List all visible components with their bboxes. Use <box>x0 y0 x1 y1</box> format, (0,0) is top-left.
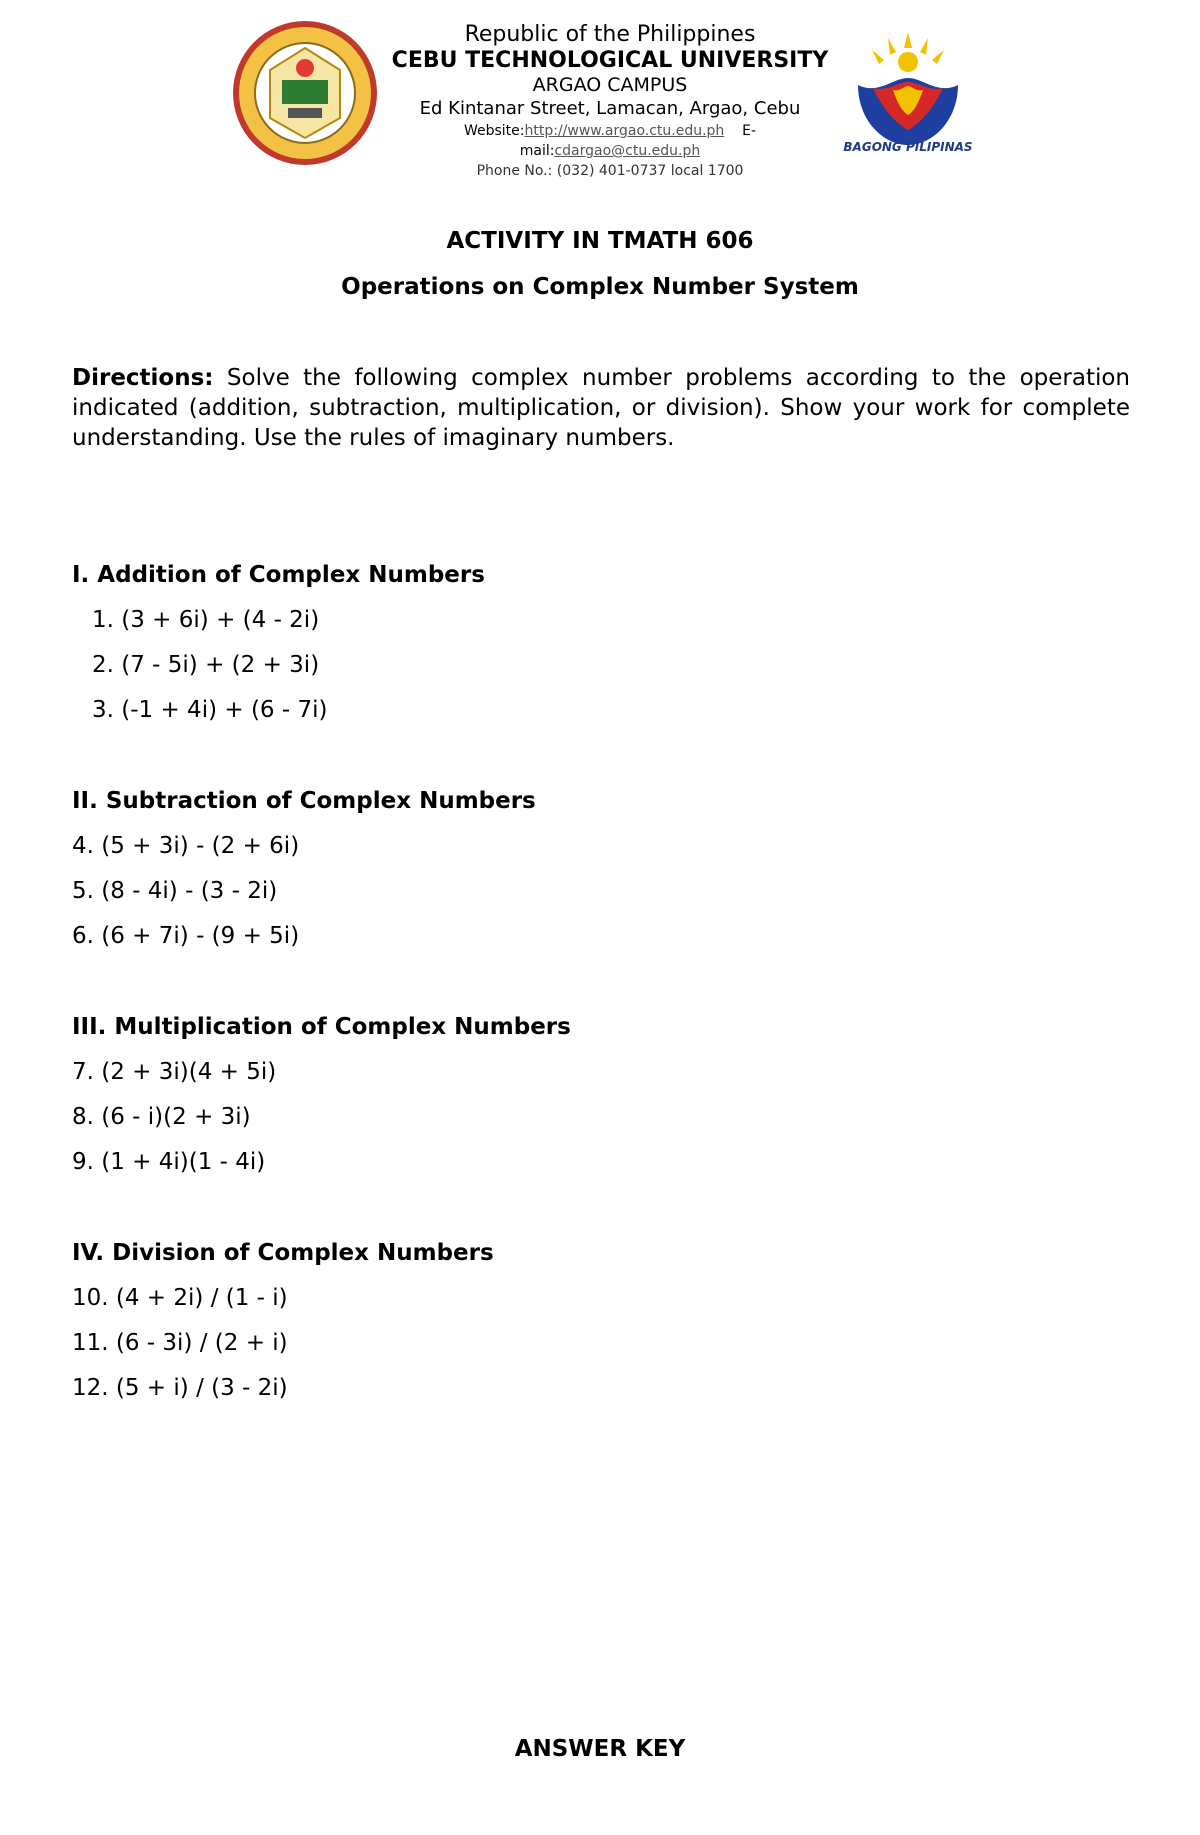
section-division <box>72 1238 1132 1403</box>
page-subtitle: Operations on Complex Number System <box>341 274 859 300</box>
page-title: ACTIVITY IN TMATH 606 <box>446 228 754 254</box>
problem-list <box>72 1057 1132 1177</box>
bagong-pilipinas-text: BAGONG PILIPINAS <box>843 140 973 154</box>
problem-list <box>72 831 1132 951</box>
directions-label: Directions: <box>72 365 214 391</box>
problem-list <box>72 605 1132 725</box>
section-addition <box>72 560 1132 725</box>
campus-address: Ed Kintanar Street, Lamacan, Argao, Cebu <box>419 98 801 119</box>
problem-item: 10. (4 + 2i) / (1 - i) <box>72 1285 288 1311</box>
problem-item: 6. (6 + 7i) - (9 + 5i) <box>72 923 300 949</box>
website-link[interactable]: http://www.argao.ctu.edu.ph <box>524 123 725 139</box>
university-name: CEBU TECHNOLOGICAL UNIVERSITY <box>391 48 829 73</box>
directions-text: Solve the following complex number problems according to the operation indicated (addition, subtraction, multiplication, or division). Show your work for complete understanding. Use the rules of imaginary numbers. <box>72 365 1130 451</box>
republic-label: Republic of the Philippines <box>464 22 756 47</box>
website-label: Website: <box>463 123 525 139</box>
problem-item: 7. (2 + 3i)(4 + 5i) <box>72 1059 277 1085</box>
section-subtraction <box>72 786 1132 951</box>
email-link[interactable]: cdargao@ctu.edu.ph <box>554 143 701 159</box>
institution-block <box>380 22 840 181</box>
email-label: E-mail: <box>519 123 757 159</box>
directions-paragraph <box>72 363 1130 453</box>
problem-item: 5. (8 - 4i) - (3 - 2i) <box>72 878 278 904</box>
university-seal-icon <box>230 18 380 168</box>
problem-item: 1. (3 + 6i) + (4 - 2i) <box>92 607 320 633</box>
problem-item: 2. (7 - 5i) + (2 + 3i) <box>92 652 320 678</box>
problem-item: 8. (6 - i)(2 + 3i) <box>72 1104 251 1130</box>
campus-name: ARGAO CAMPUS <box>532 74 688 96</box>
section-multiplication <box>72 1012 1132 1177</box>
problem-list <box>72 1283 1132 1403</box>
problem-item: 4. (5 + 3i) - (2 + 6i) <box>72 833 300 859</box>
section-heading: III. Multiplication of Complex Numbers <box>72 1014 571 1040</box>
phone-number: Phone No.: (032) 401-0737 local 1700 <box>476 163 744 179</box>
letterhead <box>0 0 1200 180</box>
answer-key-heading: ANSWER KEY <box>514 1736 686 1762</box>
problem-item: 12. (5 + i) / (3 - 2i) <box>72 1375 288 1401</box>
section-heading: II. Subtraction of Complex Numbers <box>72 788 536 814</box>
section-heading: I. Addition of Complex Numbers <box>72 562 485 588</box>
problem-item: 11. (6 - 3i) / (2 + i) <box>72 1330 288 1356</box>
problem-item: 9. (1 + 4i)(1 - 4i) <box>72 1149 266 1175</box>
section-heading: IV. Division of Complex Numbers <box>72 1240 494 1266</box>
contact-line <box>380 121 840 161</box>
problem-item: 3. (-1 + 4i) + (6 - 7i) <box>92 697 328 723</box>
